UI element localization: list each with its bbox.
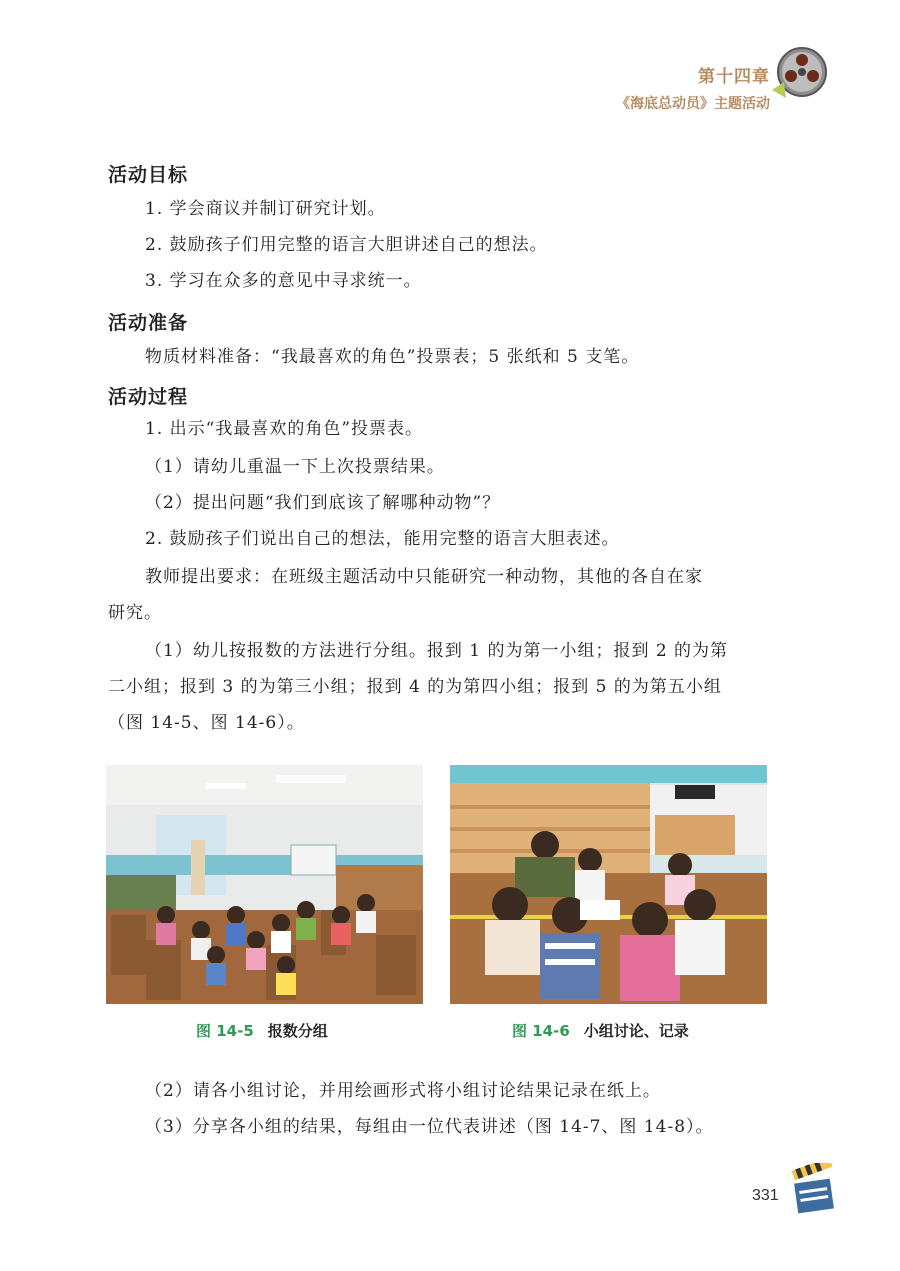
process-line: （1）幼儿按报数的方法进行分组。报到 1 的为第一小组；报到 2 的为第 (145, 641, 729, 661)
clapperboard-icon (790, 1163, 838, 1215)
figure-caption-14-6 (512, 1020, 689, 1041)
section-heading-prep: 活动准备 (108, 312, 189, 334)
process-line: （2）提出问题“我们到底该了解哪种动物”？ (145, 493, 501, 513)
section-heading-goals: 活动目标 (108, 164, 189, 186)
process-line: （图 14-5、图 14-6）。 (108, 713, 305, 733)
figure-caption-14-5 (196, 1020, 328, 1041)
process-line: 二小组；报到 3 的为第三小组；报到 4 的为第四小组；报到 5 的为第五小组 (108, 677, 722, 697)
goal-item-2: 2. 鼓励孩子们用完整的语言大胆讲述自己的想法。 (145, 235, 548, 255)
classroom-grouping-photo (106, 765, 423, 1004)
process-after-line: （2）请各小组讨论，并用绘画形式将小组讨论结果记录在纸上。 (145, 1081, 661, 1101)
process-line: 研究。 (108, 603, 162, 623)
process-line: （1）请幼儿重温一下上次投票结果。 (145, 457, 445, 477)
chapter-title: 第十四章 (698, 67, 770, 87)
process-line: 2. 鼓励孩子们说出自己的想法，能用完整的语言大胆表述。 (145, 529, 620, 549)
goal-item-3: 3. 学习在众多的意见中寻求统一。 (145, 271, 422, 291)
figure-caption-text: 报数分组 (267, 1022, 328, 1040)
figure-number: 图 14-5 (196, 1022, 254, 1040)
prep-text: 物质材料准备：“我最喜欢的角色”投票表；5 张纸和 5 支笔。 (145, 347, 640, 367)
process-after-line: （3）分享各小组的结果，每组由一位代表讲述（图 14-7、图 14-8）。 (145, 1117, 714, 1137)
figure-number: 图 14-6 (512, 1022, 570, 1040)
group-discussion-photo (450, 765, 767, 1004)
process-line: 教师提出要求：在班级主题活动中只能研究一种动物，其他的各自在家 (145, 567, 703, 587)
chapter-subtitle: 《海底总动员》主题活动 (616, 96, 770, 112)
film-reel-icon (772, 44, 830, 102)
goal-item-1: 1. 学会商议并制订研究计划。 (145, 199, 386, 219)
figure-caption-text: 小组讨论、记录 (583, 1022, 689, 1040)
page-number: 331 (752, 1187, 779, 1204)
chapter-header (616, 62, 830, 113)
process-line: 1. 出示“我最喜欢的角色”投票表。 (145, 419, 424, 439)
section-heading-process: 活动过程 (108, 386, 189, 408)
